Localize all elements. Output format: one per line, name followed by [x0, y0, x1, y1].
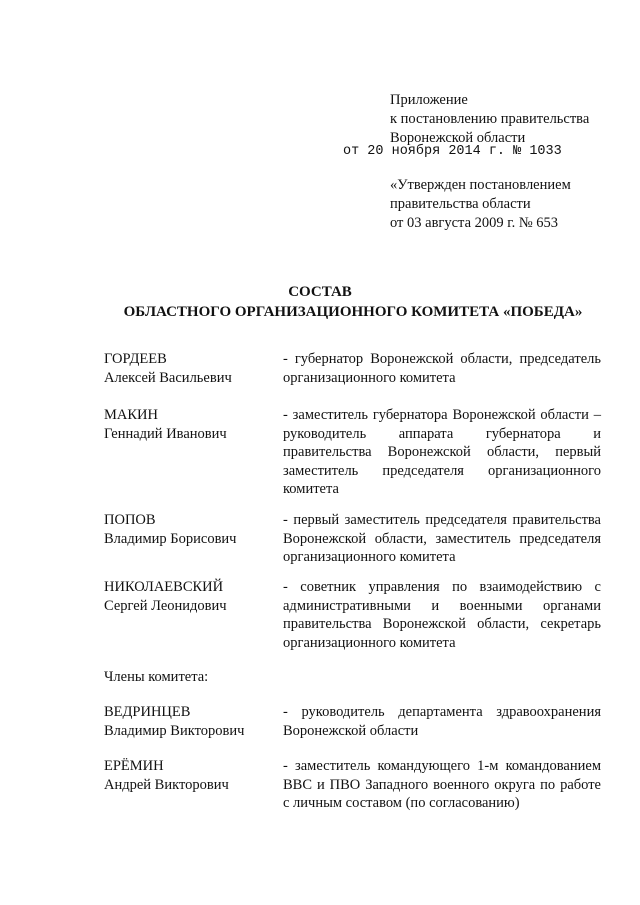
- member-name: [104, 703, 279, 740]
- member-surname: МАКИН: [104, 407, 158, 423]
- member-surname: ЕРЁМИН: [104, 758, 164, 774]
- member-given-name: Алексей Васильевич: [104, 369, 232, 386]
- member-role: - советник управления по взаимодействию с административными и военными органами правительства Воронежской области, секретарь организационного комитета: [283, 579, 601, 651]
- decree-stamp: от 20 ноября 2014 г. № 1033: [343, 144, 562, 159]
- member-role: - заместитель командующего 1-м командованием ВВС и ПВО Западного военного округа по работе с личным составом (по согласованию): [283, 758, 601, 811]
- approved-line-1: «Утвержден постановлением: [390, 177, 571, 193]
- approved-line-3: от 03 августа 2009 г. № 653: [390, 215, 559, 231]
- member-role: - губернатор Воронежской области, председатель организационного комитета: [283, 351, 601, 386]
- member-surname: ПОПОВ: [104, 512, 156, 528]
- document-title: СОСТАВ: [288, 284, 352, 300]
- member-surname: ВЕДРИНЦЕВ: [104, 704, 191, 720]
- member-surname: ГОРДЕЕВ: [104, 351, 167, 367]
- member-given-name: Геннадий Иванович: [104, 425, 227, 442]
- member-surname: НИКОЛАЕВСКИЙ: [104, 579, 224, 595]
- member-name: [104, 757, 279, 794]
- approved-line-2: правительства области: [390, 196, 531, 212]
- member-given-name: Владимир Викторович: [104, 722, 245, 739]
- members-section-label: Члены комитета:: [104, 669, 209, 685]
- member-name: [104, 350, 279, 387]
- member-role: - заместитель губернатора Воронежской области – руководитель аппарата губернатора и правительства Воронежской области, первый заместитель председателя организационного комитета: [283, 407, 601, 497]
- document-subtitle: ОБЛАСТНОГО ОРГАНИЗАЦИОННОГО КОМИТЕТА «ПОБЕДА»: [123, 304, 583, 320]
- member-name: [104, 406, 279, 443]
- appendix-region: Воронежской области: [390, 130, 526, 146]
- member-given-name: Владимир Борисович: [104, 530, 237, 547]
- member-name: [104, 511, 279, 548]
- member-name: [104, 578, 279, 615]
- approved-note: [390, 176, 571, 233]
- appendix-reference: к постановлению правительства: [390, 111, 590, 127]
- appendix-header: [390, 91, 589, 148]
- member-given-name: Андрей Викторович: [104, 776, 229, 793]
- member-role: - первый заместитель председателя правительства Воронежской области, заместитель председателя организационного комитета: [283, 512, 601, 565]
- appendix-title: Приложение: [390, 92, 468, 108]
- member-given-name: Сергей Леонидович: [104, 597, 227, 614]
- member-role: - руководитель департамента здравоохранения Воронежской области: [283, 704, 601, 739]
